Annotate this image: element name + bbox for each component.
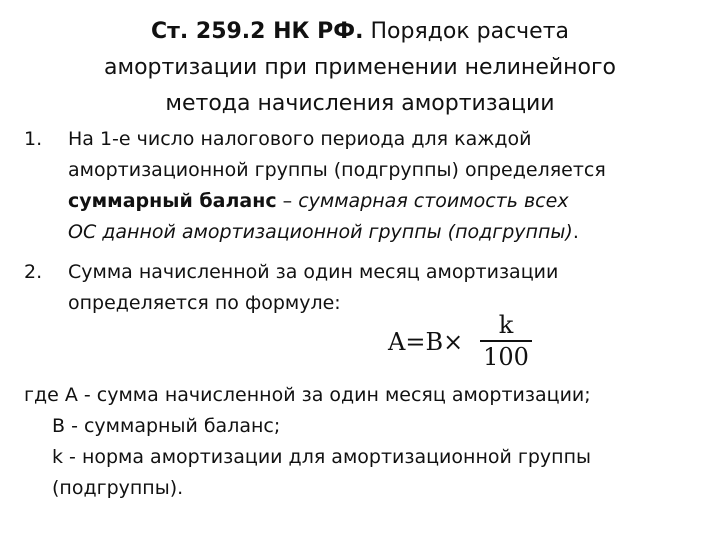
formula-denominator: 100 (483, 343, 529, 371)
legend-line-2: В - суммарный баланс; (52, 415, 281, 437)
end-period: . (572, 221, 579, 243)
legend-line-3: k - норма амортизации для амортизационной группы (52, 446, 592, 468)
title-line-1 (20, 14, 700, 50)
title-line-2: амортизации при применении нелинейного (103, 55, 617, 80)
list-item-number: 2. (24, 261, 43, 283)
list-item-2-line-1: Сумма начисленной за один месяц амортизации (68, 261, 559, 283)
numbered-list (24, 124, 714, 319)
title-line-1-text: Порядок расчета (363, 19, 570, 44)
list-item-2-line-2: определяется по формуле: (68, 292, 341, 314)
formula-legend (24, 380, 714, 504)
bold-term: суммарный баланс (68, 190, 277, 212)
formula-lhs: A=B× (388, 328, 464, 356)
list-item-1-line-1: На 1-е число налогового периода для каждой (68, 128, 532, 150)
formula-fraction (480, 312, 532, 370)
list-item-1-line-2: амортизационной группы (подгруппы) определяется (68, 159, 606, 181)
legend-line-4: (подгруппы). (52, 477, 184, 499)
amortization-formula (388, 312, 548, 374)
title-line-3: метода начисления амортизации (165, 91, 555, 116)
dash: – (276, 190, 299, 212)
title-article-ref: Ст. 259.2 НК РФ. (150, 19, 364, 44)
fraction-bar (480, 340, 532, 342)
list-item-1-line-3 (68, 186, 714, 217)
legend-line-1: где А - сумма начисленной за один месяц амортизации; (24, 384, 591, 406)
slide-title (20, 14, 700, 122)
formula-numerator: k (498, 311, 514, 339)
list-item-1 (24, 124, 714, 248)
list-item-1-line-4 (68, 217, 714, 248)
list-item-number: 1. (24, 128, 43, 150)
definition-text-cont: ОС данной амортизационной группы (подгруппы) (68, 221, 573, 243)
list-item-2 (24, 257, 714, 319)
definition-text: суммарная стоимость всех (298, 190, 569, 212)
